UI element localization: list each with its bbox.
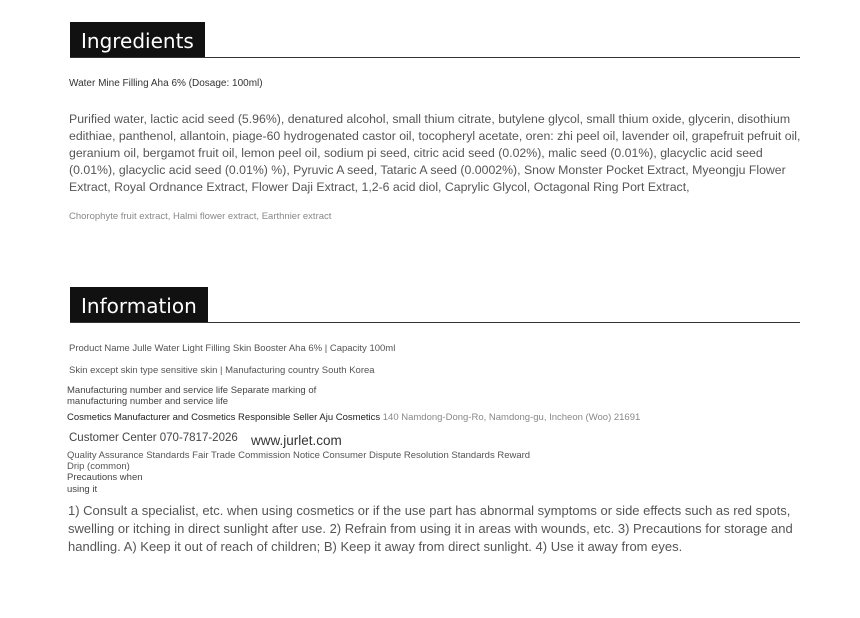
manufacturer-row <box>67 412 640 423</box>
manufacturing-number-line2: manufacturing number and service life <box>67 396 229 407</box>
product-name: Product Name Julle Water Light Filling Skin Booster Aha 6% | Capacity 100ml <box>69 343 396 354</box>
information-heading: Information <box>70 287 208 323</box>
ingredients-heading: Ingredients <box>70 22 205 58</box>
customer-center: Customer Center 070-7817-2026 <box>69 432 238 444</box>
ingredients-product-line: Water Mine Filling Aha 6% (Dosage: 100ml) <box>69 78 263 89</box>
information-header <box>70 287 800 323</box>
precautions-label-line2: using it <box>67 484 98 495</box>
ingredients-extra: Chorophyte fruit extract, Halmi flower extract, Earthnier extract <box>69 211 332 222</box>
website-link[interactable]: www.jurlet.com <box>251 433 342 448</box>
manufacturer-address: 140 Namdong-Dong-Ro, Namdong-gu, Incheon (Woo) 21691 <box>382 412 641 423</box>
precautions-label-line1: Precautions when <box>67 472 143 483</box>
information-divider <box>70 322 800 323</box>
precautions-text: 1) Consult a specialist, etc. when using cosmetics or if the use part has abnormal symptoms or side effects such as red spots, swelling or itching in direct sunlight after use. 2) Refrain from using it in areas with wounds, etc. 3) Precautions for storage and handling. A) Keep it out of reach of children; B) Keep it away from direct sunlight. 4) Use it away from eyes. <box>68 503 793 554</box>
quality-assurance-line2: Drip (common) <box>67 461 130 472</box>
skin-type: Skin except skin type sensitive skin | Manufacturing country South Korea <box>69 365 375 376</box>
quality-assurance-line1: Quality Assurance Standards Fair Trade Commission Notice Consumer Dispute Resolution Standards Reward <box>67 450 531 461</box>
ingredients-divider <box>70 57 800 58</box>
manufacturing-number-line1: Manufacturing number and service life Separate marking of <box>67 385 317 396</box>
ingredients-list: Purified water, lactic acid seed (5.96%), denatured alcohol, small thium citrate, butylene glycol, small thium oxide, glycerin, disothium edithiae, panthenol, allantoin, piage-60 hydrogenated castor oil, tocopheryl acetate, oren: zhi peel oil, lavender oil, grapefruit pefruit oil, geranium oil, bergamot fruit oil, lemon peel oil, sodium pi seed, citric acid seed (0.02%), malic seed (0.01%), glacyclic acid seed (0.01%), glacyclic acid seed (0.01%) %), Pyruvic A seed, Tataric A seed (0.0002%), Snow Monster Pocket Extract, Myeongju Flower Extract, Royal Ordnance Extract, Flower Daji Extract, 1,2-6 acid diol, Caprylic Glycol, Octagonal Ring Port Extract, <box>69 112 801 194</box>
ingredients-header <box>70 22 800 58</box>
manufacturer-label: Cosmetics Manufacturer and Cosmetics Responsible Seller Aju Cosmetics <box>67 412 381 423</box>
